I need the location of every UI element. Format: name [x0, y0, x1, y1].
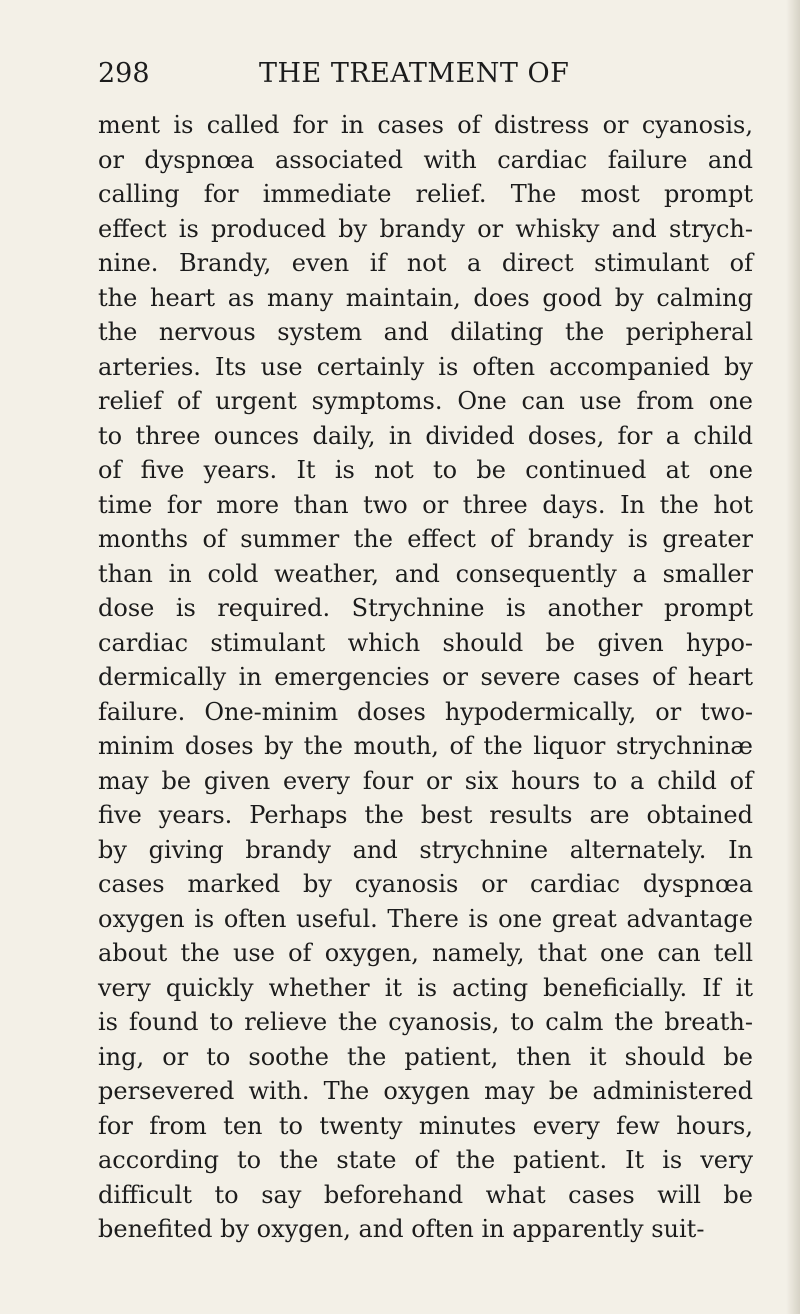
text-line: may be given every four or six hours to a child of [98, 766, 753, 795]
text-line: is found to relieve the cyanosis, to calm the breath- [98, 1008, 753, 1036]
page-edge-shadow [786, 0, 800, 1314]
text-line: the nervous system and dilating the peripheral [98, 318, 753, 346]
text-line: to three ounces daily, in divided doses, for a child [98, 421, 753, 450]
text-line: arteries. Its use certainly is often accompanied by [98, 352, 753, 381]
text-line: very quickly whether it is acting beneficially. If it [98, 973, 753, 1002]
text-line: dermically in emergencies or severe cases of heart [98, 663, 753, 691]
text-line: nine. Brandy, even if not a direct stimulant of [98, 249, 753, 277]
text-line: for from ten to twenty minutes every few hours, [98, 1111, 753, 1140]
page-number: 298 [98, 58, 150, 89]
text-line: than in cold weather, and consequently a smaller [98, 559, 753, 588]
text-line: effect is produced by brandy or whisky and strych- [98, 214, 753, 243]
text-line: ment is called for in cases of distress or cyanosis, [98, 111, 753, 139]
running-head [98, 58, 753, 98]
text-line: relief of urgent symptoms. One can use from one [98, 387, 753, 415]
text-line: failure. One-minim doses hypodermically, or two- [98, 697, 753, 726]
text-line: months of summer the effect of brandy is greater [98, 525, 753, 553]
text-line: persevered with. The oxygen may be administered [98, 1077, 753, 1105]
text-line: benefited by oxygen, and often in apparently suit- [98, 1215, 705, 1243]
text-line: minim doses by the mouth, of the liquor strychninæ [98, 732, 753, 760]
text-line: cardiac stimulant which should be given hypo- [98, 628, 753, 657]
text-line: by giving brandy and strychnine alternately. In [98, 835, 753, 864]
running-title: THE TREATMENT OF [259, 58, 570, 89]
text-line: of five years. It is not to be continued at one [98, 456, 753, 484]
text-line: five years. Perhaps the best results are obtained [98, 801, 753, 829]
text-line: according to the state of the patient. It is very [98, 1146, 753, 1174]
body-text [98, 108, 753, 1247]
text-line: about the use of oxygen, namely, that one can tell [98, 939, 753, 967]
text-line: oxygen is often useful. There is one great advantage [98, 904, 753, 933]
text-line: difficult to say beforehand what cases will be [98, 1180, 753, 1209]
text-line: the heart as many maintain, does good by calming [98, 283, 753, 312]
text-line: calling for immediate relief. The most prompt [98, 180, 753, 208]
text-line: cases marked by cyanosis or cardiac dyspnœa [98, 870, 753, 898]
text-line: ing, or to soothe the patient, then it should be [98, 1042, 753, 1071]
text-line: dose is required. Strychnine is another prompt [98, 594, 753, 622]
text-line: time for more than two or three days. In the hot [98, 490, 753, 519]
text-line: or dyspnœa associated with cardiac failure and [98, 145, 753, 174]
